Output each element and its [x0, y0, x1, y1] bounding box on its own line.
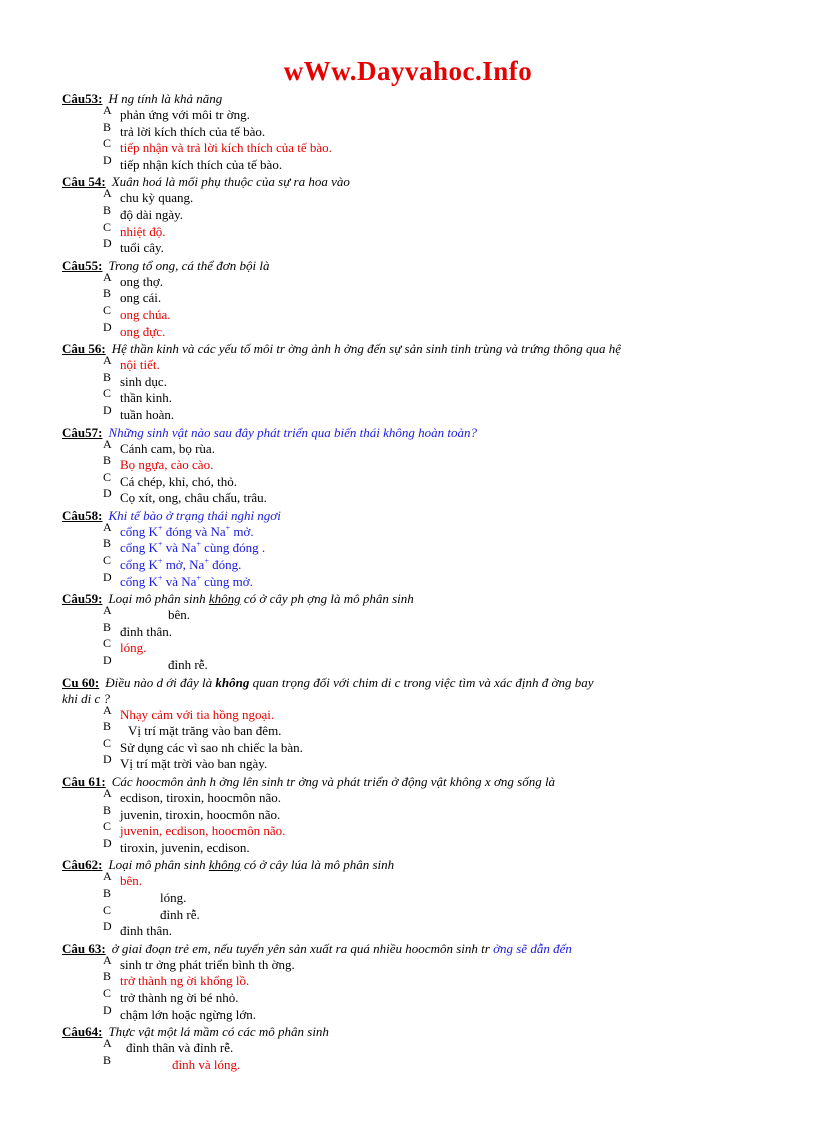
- option-text-part: cổng K: [120, 573, 158, 589]
- answer-option: [62, 402, 802, 424]
- question-stem: [62, 258, 802, 274]
- option-text: ong đực.: [120, 323, 166, 339]
- question-label: Câu53:: [62, 91, 103, 106]
- answer-option: [62, 236, 802, 257]
- question-stem: [62, 341, 802, 357]
- answer-option: [62, 319, 802, 341]
- option-text: phản ứng với môi tr ờng.: [120, 107, 250, 122]
- option-letter: A: [103, 603, 112, 618]
- option-text: tuổi cây.: [120, 240, 164, 256]
- option-text-part: và Na: [162, 573, 197, 589]
- superscript-plus: +: [157, 556, 163, 566]
- option-text-part: cổng K: [120, 540, 158, 556]
- option-text: nhiệt độ.: [120, 223, 166, 239]
- answer-option: [62, 719, 802, 740]
- answer-option: [62, 369, 802, 391]
- answer-option: [62, 453, 802, 474]
- question-label: Câu 56:: [62, 341, 106, 357]
- question-text: [108, 857, 394, 872]
- option-text: Vị trí mặt trời vào ban ngày.: [120, 756, 268, 772]
- option-letter: C: [103, 302, 112, 317]
- answer-option: [62, 952, 802, 974]
- question-text: Xuân hoá là mối phụ thuộc của sự ra hoa vào: [111, 174, 350, 190]
- option-text: Cá chép, khỉ, chó, thỏ.: [120, 473, 237, 489]
- option-text-part: đóng và Na: [162, 523, 226, 539]
- question-text-part: Loại mô phân sinh: [108, 857, 209, 873]
- option-letter: A: [103, 269, 112, 284]
- answer-option: [62, 1036, 802, 1057]
- question-stem: [62, 774, 802, 790]
- answer-option: [62, 786, 802, 807]
- question-text-part: Loại mô phân sinh: [108, 591, 209, 607]
- question-text: Những sinh vật nào sau đây phát triển qua biến thái không hoàn toàn?: [108, 424, 477, 440]
- option-text-part: cùng mở.: [200, 573, 253, 589]
- answer-option: [62, 519, 802, 541]
- question-label: Câu58:: [62, 507, 103, 523]
- answer-option: [62, 186, 802, 207]
- answer-option: [62, 486, 802, 507]
- answer-option: [62, 835, 802, 857]
- question-text: [112, 941, 572, 956]
- answer-option: [62, 536, 802, 557]
- option-letter: A: [103, 952, 112, 967]
- question-text: [108, 591, 413, 606]
- answer-option: [62, 603, 802, 624]
- question-stem: [62, 91, 802, 107]
- option-letter: C: [103, 819, 112, 834]
- site-title: wWw.Dayvahoc.Info: [283, 56, 533, 86]
- option-text: Bọ ngựa, cào cào.: [120, 457, 214, 473]
- answer-option: [62, 985, 802, 1007]
- option-letter: B: [103, 885, 112, 900]
- option-letter: C: [103, 219, 112, 234]
- option-text: ong cái.: [120, 290, 162, 306]
- question-text-part: có ở cây ph ợng là mô phân sinh: [240, 591, 414, 607]
- option-letter: B: [103, 969, 112, 984]
- option-text: sinh tr ởng phát triển bình th ờng.: [120, 956, 295, 972]
- answer-option: [62, 636, 802, 657]
- option-text: Cọ xít, ong, châu chấu, trâu.: [120, 490, 267, 506]
- option-letter: B: [103, 453, 112, 468]
- option-text: đỉnh rễ.: [160, 906, 200, 922]
- option-letter: D: [103, 569, 112, 584]
- answer-option: [62, 219, 802, 241]
- question-text-part: Điều nào d ới đây là: [105, 674, 216, 690]
- option-letter: C: [103, 469, 112, 484]
- option-text: trở thành ng ời bé nhỏ.: [120, 989, 239, 1005]
- answer-option: [62, 569, 802, 591]
- option-text-part: mở, Na: [162, 557, 205, 573]
- question-text-part: ởng sẽ dẫn đến: [489, 940, 572, 956]
- option-text: tiroxin, juvenin, ecdison.: [120, 839, 250, 855]
- answer-option: [62, 735, 802, 757]
- option-letter: A: [103, 702, 112, 717]
- option-text-part: mở.: [230, 523, 254, 539]
- option-letter: A: [103, 353, 112, 368]
- option-text: trở thành ng ời khổng lồ.: [120, 973, 250, 989]
- option-text: đỉnh thân.: [120, 923, 172, 939]
- question-text: Trong tổ ong, cá thể đơn bội là: [108, 257, 270, 273]
- option-letter: B: [103, 536, 112, 551]
- option-text: ecdison, tiroxin, hoocmôn não.: [120, 790, 282, 805]
- answer-option: [62, 119, 802, 141]
- superscript-plus: +: [157, 523, 163, 533]
- option-letter: B: [103, 802, 112, 817]
- option-letter: C: [103, 136, 112, 151]
- question-label: Câu 54:: [62, 174, 106, 190]
- option-letter: A: [103, 869, 112, 884]
- option-text: đỉnh thân.: [120, 623, 172, 639]
- option-letter: D: [103, 919, 112, 934]
- answer-option: [62, 969, 802, 990]
- option-letter: A: [103, 1036, 112, 1051]
- question-label: Cu 60:: [62, 674, 100, 690]
- question-text: [62, 675, 593, 706]
- question-text-part: ở giai đoạn trẻ em, nếu tuyến yên sản xuất ra quá nhiều hoocmôn sinh tr: [111, 940, 490, 956]
- question-label: Câu62:: [62, 857, 103, 873]
- option-text: chu kỳ quang.: [120, 190, 194, 206]
- option-letter: B: [103, 202, 112, 217]
- option-text: Cánh cam, bọ rùa.: [120, 440, 215, 456]
- option-text: Sử dụng các vì sao nh chiếc la bàn.: [120, 739, 303, 755]
- option-letter: C: [103, 386, 112, 401]
- answer-option: [62, 469, 802, 491]
- option-text: Vị trí mặt trăng vào ban đêm.: [128, 723, 282, 739]
- answer-option: [62, 269, 802, 291]
- option-text: juvenin, ecdison, hoocmôn não.: [120, 823, 286, 839]
- answer-option: [62, 302, 802, 324]
- superscript-plus: +: [225, 523, 231, 533]
- option-text: [120, 540, 265, 555]
- answer-option: [62, 553, 802, 574]
- superscript-plus: +: [157, 573, 163, 583]
- option-letter: B: [103, 119, 112, 134]
- option-letter: A: [103, 186, 112, 201]
- answer-option: [62, 202, 802, 224]
- question-list: [62, 90, 802, 1073]
- option-letter: A: [103, 103, 112, 117]
- option-text: nội tiết.: [120, 357, 160, 373]
- option-text: ong thợ.: [120, 273, 163, 289]
- question-text-part: quan trọng đối với chim di c trong việc tìm và xác định đ ờng bay: [249, 674, 594, 690]
- option-letter: A: [103, 436, 112, 451]
- question-text-emphasis: không: [215, 674, 250, 690]
- option-text: bên.: [168, 607, 191, 623]
- option-letter: D: [103, 752, 112, 767]
- option-text: chậm lớn hoặc ngừng lớn.: [120, 1006, 256, 1022]
- question-text: H ng tính là khả năng: [108, 91, 223, 106]
- question-label: Câu57:: [62, 424, 103, 440]
- option-text: [120, 557, 241, 572]
- answer-option: [62, 1002, 802, 1024]
- option-letter: C: [103, 902, 112, 917]
- option-letter: D: [103, 653, 112, 668]
- option-text: juvenin, tiroxin, hoocmôn não.: [120, 806, 281, 822]
- question-stem: [62, 857, 802, 873]
- option-text: đỉnh thân và đỉnh rễ.: [126, 1040, 234, 1056]
- question-stem: [62, 174, 802, 190]
- answer-option: [62, 885, 802, 907]
- question-stem: [62, 425, 802, 441]
- question-label: Câu55:: [62, 257, 103, 273]
- option-letter: B: [103, 1052, 112, 1067]
- option-text: bên.: [120, 873, 143, 889]
- superscript-plus: +: [196, 540, 201, 550]
- answer-option: [62, 919, 802, 940]
- question-label: Câu59:: [62, 591, 103, 607]
- answer-option: [62, 702, 802, 724]
- question-stem: [62, 675, 802, 707]
- option-text: ong chúa.: [120, 306, 171, 322]
- answer-option: [62, 1052, 802, 1074]
- option-text: lóng.: [160, 889, 187, 905]
- option-text: sinh dục.: [120, 373, 167, 389]
- option-text: tiếp nhận kích thích của tế bào.: [120, 156, 283, 172]
- option-letter: D: [103, 486, 112, 501]
- option-letter: B: [103, 719, 112, 734]
- answer-option: [62, 353, 802, 374]
- option-text: tuần hoàn.: [120, 406, 175, 422]
- answer-option: [62, 103, 802, 124]
- answer-option: [62, 386, 802, 407]
- option-text-part: cổng K: [120, 557, 158, 573]
- answer-option: [62, 902, 802, 924]
- question-label: Câu64:: [62, 1024, 103, 1040]
- option-letter: D: [103, 835, 112, 850]
- option-letter: D: [103, 1002, 112, 1017]
- option-letter: D: [103, 236, 112, 251]
- superscript-plus: +: [204, 556, 209, 566]
- option-letter: B: [103, 286, 112, 301]
- question-label: Câu 63:: [62, 940, 106, 956]
- question-text-emphasis: không: [208, 857, 241, 873]
- option-text: tiếp nhận và trả lời kích thích của tế bào.: [120, 140, 332, 156]
- option-letter: B: [103, 369, 112, 384]
- answer-option: [62, 136, 802, 157]
- option-text: đỉnh và lóng.: [172, 1056, 241, 1072]
- answer-option: [62, 619, 802, 641]
- question-label: Câu 61:: [62, 774, 106, 789]
- question-text: Các hoocmôn ảnh h ởng lên sinh tr ởng và phát triển ở động vật không x ơng sống là: [111, 774, 556, 789]
- option-text-part: cổng K: [120, 523, 158, 539]
- answer-option: [62, 802, 802, 824]
- option-letter: A: [103, 786, 112, 800]
- option-text: trả lời kích thích của tế bào.: [120, 123, 266, 139]
- answer-option: [62, 653, 802, 674]
- option-text-part: đóng.: [208, 557, 242, 573]
- option-text-part: và Na: [162, 540, 197, 556]
- question-text-part: khi di c ?: [62, 690, 111, 706]
- option-letter: A: [103, 519, 112, 534]
- question-text: Khi tế bào ở trạng thái nghỉ ngơi: [108, 507, 281, 523]
- option-letter: C: [103, 985, 112, 1000]
- answer-option: [62, 752, 802, 773]
- answer-option: [62, 819, 802, 840]
- option-letter: D: [103, 152, 112, 167]
- question-text: Hệ thần kinh và các yếu tố môi tr ờng ảnh h ởng đến sự sản sinh tinh trùng và trứng thông qua hệ: [111, 341, 622, 357]
- answer-option: [62, 152, 802, 174]
- question-text-part: có ở cây lúa là mô phân sinh: [240, 857, 395, 873]
- option-text: thần kinh.: [120, 390, 172, 406]
- option-text: [120, 524, 254, 539]
- option-text: [120, 574, 253, 589]
- option-text: lóng.: [120, 640, 147, 656]
- question-stem: [62, 1024, 802, 1040]
- option-text: đỉnh rễ.: [168, 657, 208, 673]
- question-text: Thực vật một lá mầm có các mô phân sinh: [108, 1024, 329, 1040]
- option-letter: B: [103, 619, 112, 634]
- superscript-plus: +: [157, 540, 163, 550]
- question-text-emphasis: không: [208, 591, 241, 607]
- option-text: độ dài ngày.: [120, 206, 184, 222]
- question-stem: [62, 941, 802, 957]
- option-text-part: cùng đóng .: [200, 540, 266, 556]
- option-letter: C: [103, 735, 112, 750]
- answer-option: [62, 436, 802, 458]
- option-letter: C: [103, 553, 112, 568]
- option-letter: C: [103, 636, 112, 651]
- answer-option: [62, 869, 802, 890]
- answer-option: [62, 286, 802, 307]
- question-stem: [62, 508, 802, 524]
- option-letter: D: [103, 402, 112, 417]
- superscript-plus: +: [196, 573, 201, 583]
- option-letter: D: [103, 319, 112, 334]
- question-stem: [62, 591, 802, 607]
- option-text: Nhạy cảm với tia hồng ngoại.: [120, 706, 275, 722]
